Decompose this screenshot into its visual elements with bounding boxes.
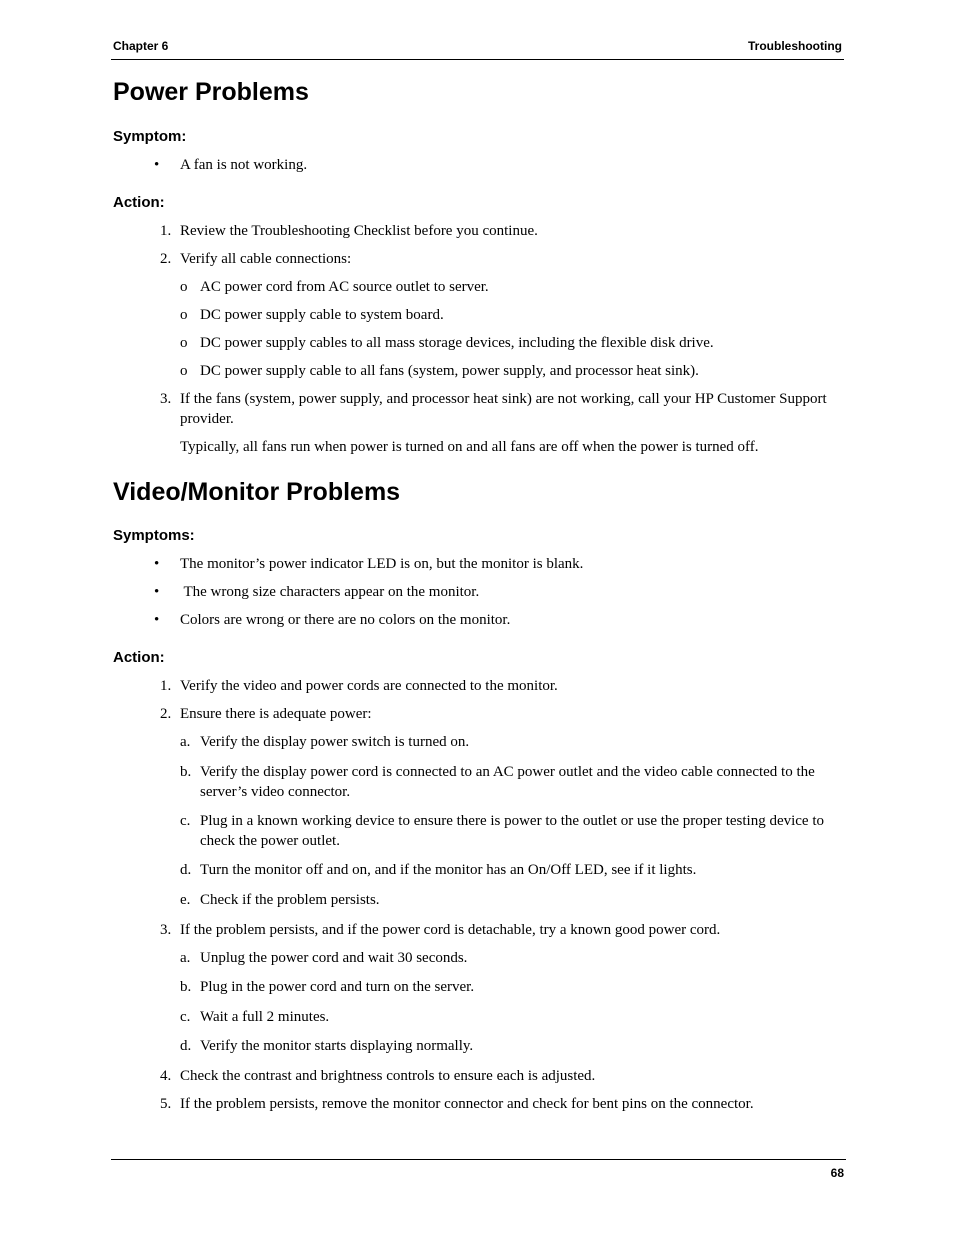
step-number: 3. [160, 922, 172, 938]
sub-marker: d. [180, 862, 192, 878]
note-text: Typically, all fans run when power is turned on and all fans are off when the power is turned off. [180, 439, 759, 455]
sub-list-item-text: Unplug the power cord and wait 30 seconds. [200, 950, 468, 966]
bullet-marker: • [154, 584, 160, 600]
page-content [113, 76, 844, 1114]
step-number: 5. [160, 1096, 172, 1112]
sub-list-item-text: Turn the monitor off and on, and if the monitor has an On/Off LED, see if it lights. [200, 862, 697, 878]
sub-list-item-text: AC power cord from AC source outlet to server. [200, 279, 489, 295]
sub-marker: o [180, 335, 188, 351]
power-action-heading: Action: [113, 194, 165, 211]
sub-list-item [113, 305, 844, 325]
step-number: 3. [160, 391, 172, 407]
list-item-text: A fan is not working. [180, 157, 308, 173]
page-header [111, 37, 844, 60]
sub-list-item [113, 948, 844, 968]
list-item [113, 1094, 844, 1114]
step-number: 4. [160, 1068, 172, 1084]
video-action-heading: Action: [113, 649, 165, 666]
video-symptoms-heading: Symptoms: [113, 527, 195, 544]
page-number: 68 [830, 1166, 844, 1180]
sub-marker: a. [180, 950, 191, 966]
sub-list-item-text: Check if the problem persists. [200, 892, 380, 908]
list-item-text: Ensure there is adequate power: [180, 706, 372, 722]
list-item [113, 1066, 844, 1086]
bullet-marker: • [154, 612, 160, 628]
sub-list-item [113, 860, 844, 880]
sub-marker: o [180, 279, 188, 295]
chapter-label: Chapter 6 [113, 39, 169, 53]
sub-list-item-text: DC power supply cable to system board. [200, 307, 444, 323]
sub-list-item-text: DC power supply cables to all mass storage devices, including the flexible disk drive. [200, 335, 714, 351]
sub-list-item [113, 1036, 844, 1056]
list-item [113, 249, 844, 269]
list-item [113, 920, 844, 940]
power-symptom-heading: Symptom: [113, 128, 187, 145]
sub-list-item-text: Wait a full 2 minutes. [200, 1009, 330, 1025]
list-item-text: Review the Troubleshooting Checklist before you continue. [180, 223, 538, 239]
sub-list-item-text: Verify the display power cord is connected to an AC power outlet and the video cable connected to the server’s video connector. [200, 764, 815, 800]
sub-list-item-text: DC power supply cable to all fans (system, power supply, and processor heat sink). [200, 363, 699, 379]
bullet-marker: • [154, 556, 160, 572]
sub-list-item [113, 811, 844, 851]
sub-list-item-text: Plug in a known working device to ensure there is power to the outlet or use the proper testing device to check the power outlet. [200, 813, 825, 849]
section-label: Troubleshooting [748, 39, 842, 53]
list-item-text: If the fans (system, power supply, and processor heat sink) are not working, call your HP Customer Support provider. [180, 391, 827, 427]
list-item-text: If the problem persists, and if the power cord is detachable, try a known good power cord. [180, 922, 721, 938]
list-item [113, 155, 844, 175]
sub-marker: b. [180, 764, 192, 780]
power-problems-title: Power Problems [113, 78, 309, 106]
step-number: 2. [160, 251, 172, 267]
sub-marker: a. [180, 734, 191, 750]
list-item [113, 582, 844, 602]
list-item-text: Verify the video and power cords are connected to the monitor. [180, 678, 558, 694]
page-footer [111, 1159, 846, 1180]
list-item [113, 610, 844, 630]
sub-marker: c. [180, 1009, 191, 1025]
list-item [113, 389, 844, 429]
sub-list-item [113, 762, 844, 802]
list-item [113, 704, 844, 724]
sub-list-item [113, 890, 844, 910]
sub-marker: b. [180, 979, 192, 995]
sub-list-item [113, 277, 844, 297]
sub-list-item [113, 333, 844, 353]
sub-marker: d. [180, 1038, 192, 1054]
step-number: 2. [160, 706, 172, 722]
sub-list-item [113, 361, 844, 381]
list-item-text: Check the contrast and brightness controls to ensure each is adjusted. [180, 1068, 596, 1084]
sub-marker: o [180, 307, 188, 323]
sub-list-item-text: Verify the display power switch is turned on. [200, 734, 470, 750]
list-item [113, 554, 844, 574]
sub-list-item [113, 1007, 844, 1027]
sub-list-item-text: Verify the monitor starts displaying normally. [200, 1038, 474, 1054]
sub-list-item-text: Plug in the power cord and turn on the server. [200, 979, 475, 995]
list-item [113, 221, 844, 241]
list-item-text: Colors are wrong or there are no colors on the monitor. [180, 612, 511, 628]
list-item-text: Verify all cable connections: [180, 251, 352, 267]
list-item-text: The wrong size characters appear on the monitor. [180, 584, 480, 600]
list-item-text: The monitor’s power indicator LED is on, but the monitor is blank. [180, 556, 584, 572]
list-item [113, 676, 844, 696]
step-number: 1. [160, 678, 172, 694]
step-number: 1. [160, 223, 172, 239]
sub-marker: e. [180, 892, 191, 908]
video-problems-title: Video/Monitor Problems [113, 478, 401, 506]
sub-marker: o [180, 363, 188, 379]
sub-marker: c. [180, 813, 191, 829]
sub-list-item [113, 732, 844, 752]
list-item-text: If the problem persists, remove the monitor connector and check for bent pins on the connector. [180, 1096, 754, 1112]
bullet-marker: • [154, 157, 160, 173]
sub-list-item [113, 977, 844, 997]
note-paragraph [113, 437, 844, 457]
